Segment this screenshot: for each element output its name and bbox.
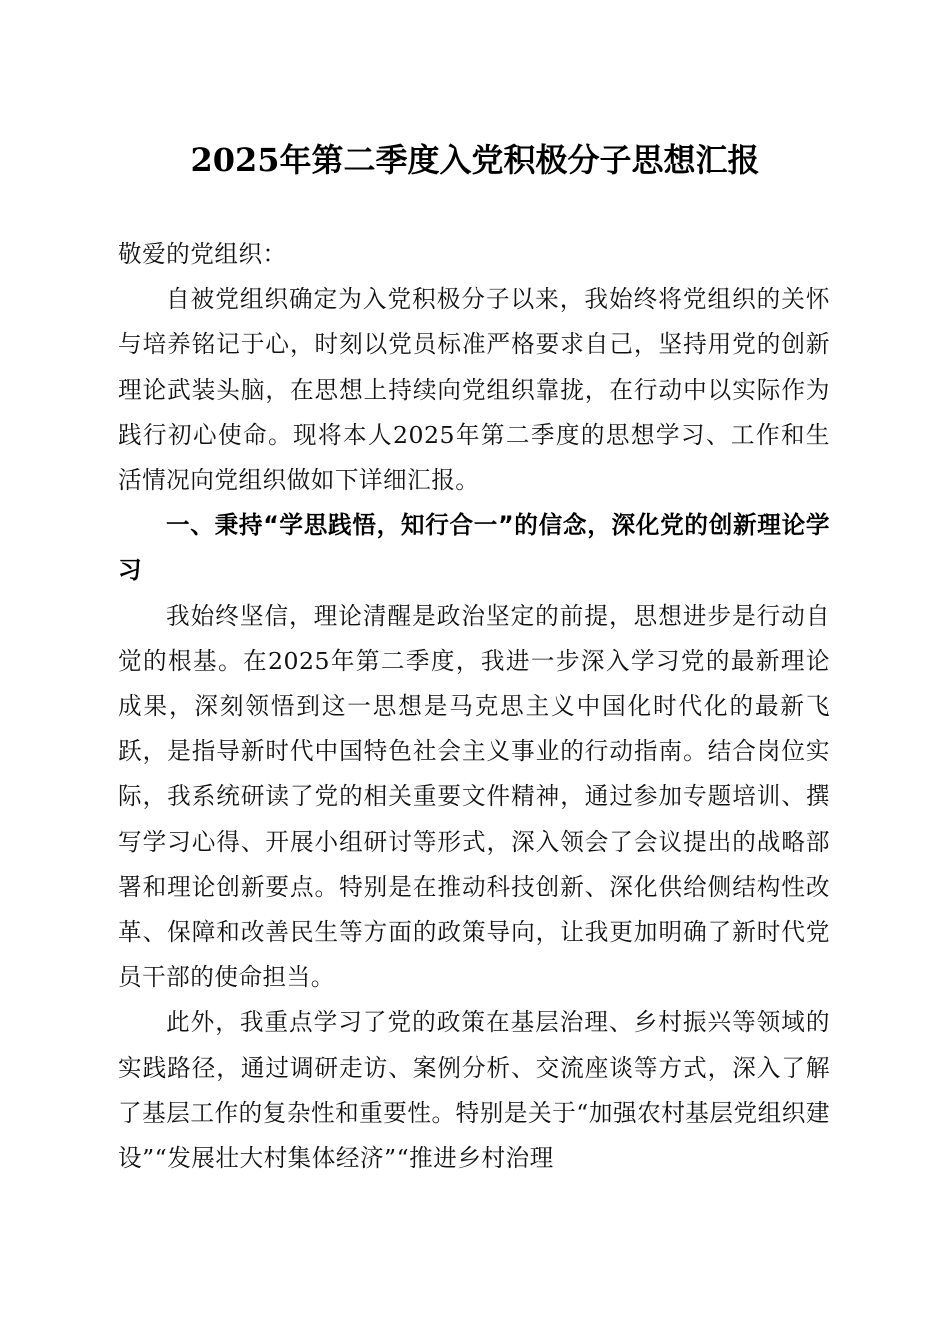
document-title: 2025年第二季度入党积极分子思想汇报 <box>190 141 760 179</box>
body-paragraph: 此外，我重点学习了党的政策在基层治理、乡村振兴等领域的实践路径，通过调研走访、案例分析、交流座谈等方式，深入了解了基层工作的复杂性和重要性。特别是关于“加强农村基层党组织建设”“发展壮大村集体经济”“推进乡村治理 <box>118 1008 830 1173</box>
salutation: 敬爱的党组织： <box>118 240 287 268</box>
section-heading: 一、秉持“学思践悟，知行合一”的信念，深化党的创新理论学习 <box>118 511 830 585</box>
intro-paragraph: 自被党组织确定为入党积极分子以来，我始终将党组织的关怀与培养铭记于心，时刻以党员标准严格要求自己，坚持用党的创新理论武装头脑，在思想上持续向党组织靠拢，在行动中以实际作为践行初心使命。现将本人2025年第二季度的思想学习、工作和生活情况向党组织做如下详细汇报。 <box>118 285 830 495</box>
document-body <box>118 232 830 1181</box>
body-paragraph: 我始终坚信，理论清醒是政治坚定的前提，思想进步是行动自觉的根基。在2025年第二季度，我进一步深入学习党的最新理论成果，深刻领悟到这一思想是马克思主义中国化时代化的最新飞跃，是指导新时代中国特色社会主义事业的行动指南。结合岗位实际，我系统研读了党的相关重要文件精神，通过参加专题培训、撰写学习心得、开展小组研讨等形式，深入领会了会议提出的战略部署和理论创新要点。特别是在推动科技创新、深化供给侧结构性改革、保障和改善民生等方面的政策导向，让我更加明确了新时代党员干部的使命担当。 <box>118 601 830 992</box>
